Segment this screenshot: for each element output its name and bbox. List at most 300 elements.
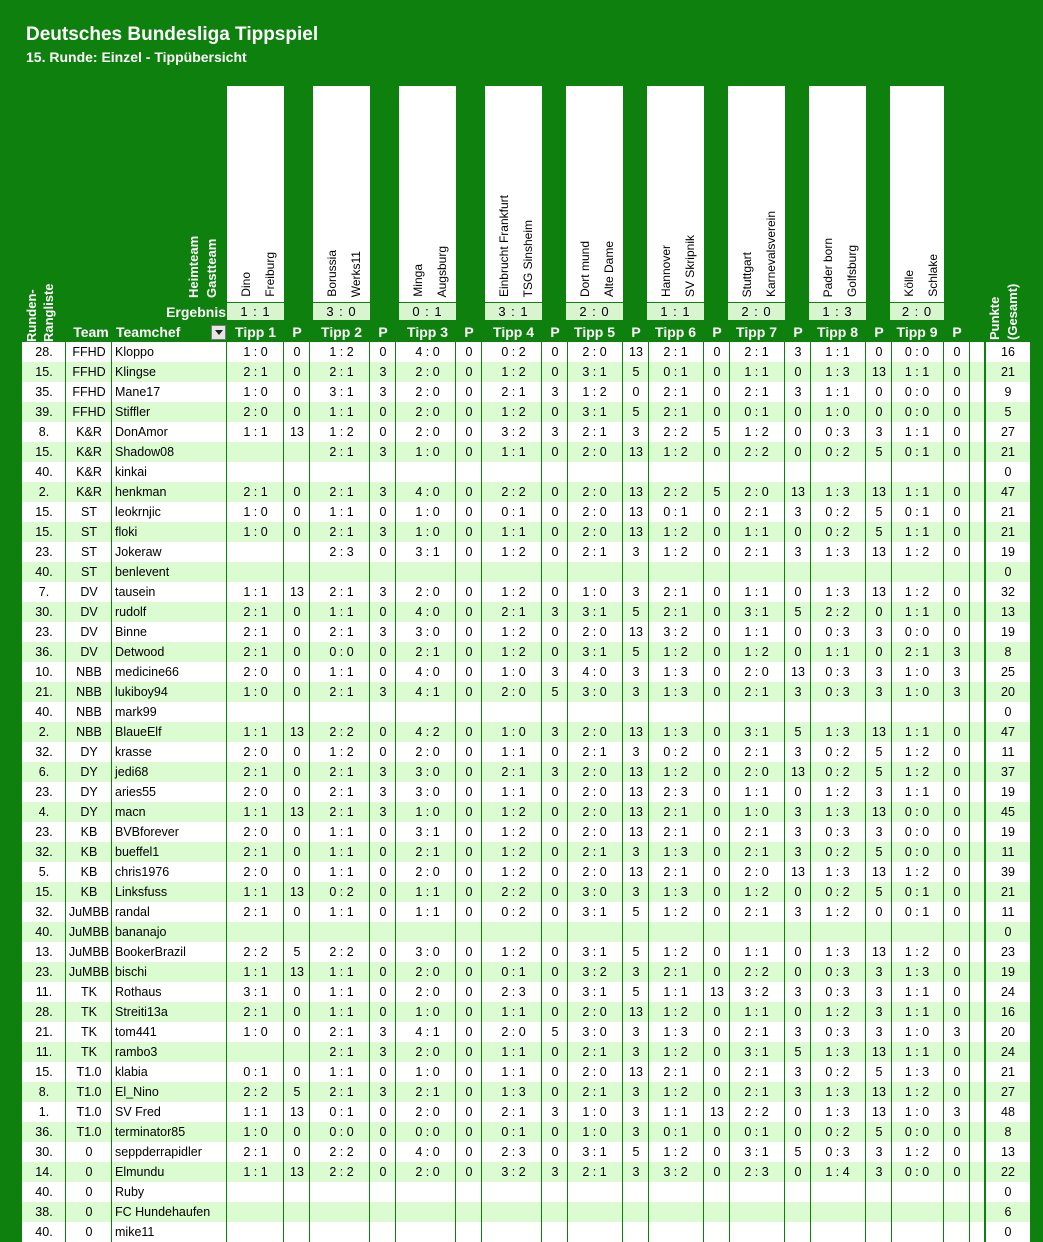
points-2-cell[interactable]: 0 [379,405,387,419]
tipp-5-cell[interactable]: 2 : 0 [582,825,607,839]
tipp-3-cell[interactable]: 3 : 0 [415,785,440,799]
points-5-cell[interactable]: 13 [629,805,643,819]
points-5-cell[interactable]: 5 [632,1145,640,1159]
tipp-6-cell[interactable]: 1 : 2 [663,645,688,659]
tipp-8-cell[interactable] [809,462,866,482]
points-4-cell[interactable]: 3 [551,1165,559,1179]
tipp-1-cell[interactable]: 1 : 0 [243,525,268,539]
tipp-3-cell[interactable]: 2 : 0 [415,585,440,599]
points-3-cell[interactable]: 0 [465,805,473,819]
tipp-4-cell[interactable]: 2 : 2 [501,885,526,899]
tipp-5-cell[interactable]: 3 : 1 [582,905,607,919]
tipp-3-cell[interactable] [399,462,456,482]
points-5-cell[interactable]: 3 [632,665,640,679]
points-6-cell[interactable]: 0 [713,385,721,399]
points-9-cell[interactable]: 0 [953,945,961,959]
tipp-9-cell[interactable]: 1 : 2 [904,765,930,779]
points-3-cell[interactable] [456,702,482,722]
points-2-cell[interactable]: 0 [379,665,387,679]
tipp-3-cell[interactable]: 2 : 0 [415,965,440,979]
points-1-cell[interactable]: 13 [290,725,304,739]
points-5-cell[interactable] [623,562,649,582]
tipp-2-cell[interactable]: 2 : 1 [329,1085,354,1099]
points-8-cell[interactable]: 13 [872,585,886,599]
tipp-4-cell[interactable] [485,1182,542,1202]
team-cell[interactable]: KB [80,885,98,899]
points-2-cell[interactable]: 0 [379,1165,387,1179]
tipp-1-cell[interactable]: 2 : 0 [243,865,268,879]
points-2-cell[interactable]: 3 [379,365,387,379]
points-1-cell[interactable]: 0 [293,645,301,659]
points-7-cell[interactable]: 0 [794,1125,802,1139]
team-cell[interactable]: ST [81,565,97,579]
points-7-cell[interactable]: 0 [794,785,802,799]
total-points-cell[interactable]: 21 [1001,1065,1015,1079]
points-1-cell[interactable]: 0 [293,525,301,539]
total-points-cell[interactable]: 45 [1001,805,1015,819]
rank-cell[interactable]: 32. [35,905,53,919]
tipp-4-cell[interactable]: 2 : 3 [501,985,526,999]
tipp-1-cell[interactable]: 2 : 2 [243,945,268,959]
points-1-cell[interactable]: 0 [293,865,301,879]
rank-cell[interactable]: 32. [35,745,53,759]
tipp-4-cell[interactable]: 1 : 2 [501,545,526,559]
tipp-3-cell[interactable]: 0 : 0 [415,1125,440,1139]
points-8-cell[interactable]: 3 [875,665,883,679]
points-1-cell[interactable]: 0 [293,785,301,799]
points-3-cell[interactable]: 0 [465,1125,473,1139]
team-cell[interactable]: JuMBB [68,965,110,979]
tipp-8-cell[interactable]: 0 : 3 [825,685,850,699]
team-cell[interactable]: K&R [76,445,102,459]
points-6-cell[interactable]: 0 [713,805,721,819]
points-4-cell[interactable] [542,562,568,582]
tipp-8-cell[interactable]: 1 : 3 [825,865,850,879]
tipp-1-cell[interactable]: 2 : 0 [243,825,268,839]
tipp-8-cell[interactable] [809,922,866,942]
total-points-cell[interactable]: 13 [1001,605,1015,619]
tipp-3-cell[interactable]: 2 : 0 [415,985,440,999]
tipp-5-cell[interactable]: 2 : 1 [582,1085,607,1099]
teamchef-cell[interactable]: DonAmor [115,425,168,439]
points-2-cell[interactable]: 3 [379,685,387,699]
tipp-1-cell[interactable]: 1 : 1 [243,1165,268,1179]
points-3-cell[interactable]: 0 [465,1045,473,1059]
points-4-cell[interactable]: 0 [551,445,559,459]
tipp-1-cell[interactable]: 2 : 1 [243,1145,268,1159]
points-9-cell[interactable]: 0 [953,905,961,919]
teamchef-filter-button[interactable] [211,325,226,340]
points-6-cell[interactable]: 0 [713,785,721,799]
tipp-6-cell[interactable]: 1 : 2 [663,945,688,959]
points-3-cell[interactable]: 0 [465,945,473,959]
rank-cell[interactable]: 7. [38,585,50,599]
tipp-7-cell[interactable]: 2 : 1 [744,1025,769,1039]
points-9-cell[interactable]: 0 [953,745,961,759]
points-6-cell[interactable] [704,1202,730,1222]
tipp-2-cell[interactable]: 0 : 0 [329,645,354,659]
points-9-cell[interactable]: 0 [953,545,961,559]
tipp-1-cell[interactable]: 1 : 1 [243,885,268,899]
tipp-5-cell[interactable]: 3 : 0 [582,1025,607,1039]
tipp-7-cell[interactable] [728,462,785,482]
total-points-cell[interactable]: 8 [1004,645,1012,659]
total-points-cell[interactable]: 32 [1001,585,1015,599]
tipp-3-cell[interactable]: 1 : 0 [415,505,440,519]
tipp-1-cell[interactable] [227,922,284,942]
points-1-cell[interactable] [284,1222,310,1242]
teamchef-cell[interactable]: Stiffler [115,405,151,419]
points-9-cell[interactable] [944,562,970,582]
tipp-7-cell[interactable]: 2 : 2 [744,965,769,979]
team-cell[interactable]: DY [80,805,98,819]
tipp-7-cell[interactable]: 1 : 1 [744,785,769,799]
tipp-9-cell[interactable]: 0 : 1 [904,445,930,459]
tipp-7-cell[interactable] [728,702,785,722]
tipp-6-cell[interactable] [647,562,704,582]
total-points-cell[interactable]: 0 [1004,1225,1012,1239]
team-cell[interactable]: DV [80,585,98,599]
tipp-4-cell[interactable]: 0 : 2 [501,905,526,919]
tipp-7-cell[interactable]: 1 : 1 [744,525,769,539]
teamchef-cell[interactable]: FC Hundehaufen [115,1205,211,1219]
tipp-3-cell[interactable]: 3 : 0 [415,765,440,779]
points-4-cell[interactable]: 3 [551,765,559,779]
tipp-8-cell[interactable]: 2 : 2 [825,605,850,619]
tipp-8-cell[interactable]: 1 : 4 [825,1165,850,1179]
tipp-3-cell[interactable]: 3 : 1 [415,825,440,839]
tipp-7-cell[interactable]: 2 : 1 [744,1085,769,1099]
points-8-cell[interactable]: 13 [872,805,886,819]
tipp-1-cell[interactable]: 0 : 1 [243,1065,268,1079]
tipp-3-cell[interactable]: 3 : 1 [415,545,440,559]
points-2-cell[interactable]: 3 [379,785,387,799]
tipp-8-cell[interactable]: 1 : 3 [825,585,850,599]
points-7-cell[interactable]: 3 [794,905,802,919]
tipp-6-cell[interactable] [647,462,704,482]
points-5-cell[interactable] [623,1222,649,1242]
points-3-cell[interactable]: 0 [465,365,473,379]
tipp-9-cell[interactable]: 0 : 0 [904,405,930,419]
tipp-2-cell[interactable] [313,562,370,582]
points-2-cell[interactable]: 0 [379,1105,387,1119]
tipp-7-cell[interactable]: 2 : 1 [744,505,769,519]
tipp-2-cell[interactable]: 2 : 1 [329,765,354,779]
points-6-cell[interactable]: 13 [710,985,724,999]
tipp-2-cell[interactable]: 1 : 1 [329,965,354,979]
tipp-6-cell[interactable] [647,1182,704,1202]
points-8-cell[interactable] [866,1222,892,1242]
tipp-2-cell[interactable]: 1 : 1 [329,1005,354,1019]
points-1-cell[interactable] [284,542,310,562]
rank-cell[interactable]: 40. [35,925,53,939]
tipp-4-cell[interactable]: 1 : 2 [501,365,526,379]
tipp-5-cell[interactable]: 1 : 0 [582,585,607,599]
tipp-7-cell[interactable]: 1 : 0 [744,805,769,819]
tipp-9-cell[interactable] [890,1202,944,1222]
tipp-7-cell[interactable]: 2 : 1 [744,745,769,759]
points-7-cell[interactable] [785,1182,811,1202]
tipp-5-cell[interactable]: 2 : 1 [582,545,607,559]
teamchef-cell[interactable]: mark99 [115,705,157,719]
total-points-cell[interactable]: 39 [1001,865,1015,879]
points-3-cell[interactable]: 0 [465,865,473,879]
team-cell[interactable]: KB [80,865,98,879]
tipp-8-cell[interactable] [809,1182,866,1202]
points-3-cell[interactable] [456,562,482,582]
tipp-5-cell[interactable]: 2 : 1 [582,745,607,759]
points-2-cell[interactable]: 3 [379,585,387,599]
total-points-cell[interactable]: 16 [1001,345,1015,359]
tipp-9-cell[interactable]: 0 : 1 [904,505,930,519]
tipp-8-cell[interactable]: 1 : 3 [825,365,850,379]
points-1-cell[interactable]: 0 [293,825,301,839]
points-5-cell[interactable]: 13 [629,525,643,539]
tipp-8-cell[interactable]: 0 : 3 [825,425,850,439]
teamchef-cell[interactable]: lukiboy94 [115,685,168,699]
tipp-3-cell[interactable] [399,922,456,942]
points-8-cell[interactable]: 3 [875,1005,883,1019]
points-5-cell[interactable]: 13 [629,1065,643,1079]
tipp-9-cell[interactable]: 1 : 1 [904,725,930,739]
tipp-9-cell[interactable]: 1 : 0 [904,665,930,679]
tipp-5-cell[interactable]: 1 : 2 [582,385,607,399]
team-cell[interactable]: 0 [85,1145,93,1159]
total-points-cell[interactable]: 23 [1001,945,1015,959]
points-4-cell[interactable]: 0 [551,525,559,539]
tipp-4-cell[interactable]: 1 : 2 [501,865,526,879]
points-5-cell[interactable]: 3 [632,685,640,699]
total-points-cell[interactable]: 5 [1004,405,1012,419]
points-4-cell[interactable]: 0 [551,845,559,859]
rank-cell[interactable]: 40. [35,1185,53,1199]
points-4-cell[interactable]: 0 [551,1005,559,1019]
points-3-cell[interactable] [456,1222,482,1242]
tipp-5-cell[interactable]: 3 : 1 [582,605,607,619]
points-4-cell[interactable]: 0 [551,985,559,999]
points-8-cell[interactable]: 0 [875,645,883,659]
tipp-9-cell[interactable]: 1 : 1 [904,485,930,499]
points-8-cell[interactable] [866,922,892,942]
tipp-5-cell[interactable]: 2 : 0 [582,505,607,519]
points-2-cell[interactable]: 3 [379,1045,387,1059]
tipp-4-cell[interactable]: 1 : 1 [501,1045,526,1059]
points-3-cell[interactable]: 0 [465,965,473,979]
points-6-cell[interactable]: 0 [713,1085,721,1099]
tipp-2-cell[interactable]: 1 : 1 [329,845,354,859]
points-1-cell[interactable]: 0 [293,1005,301,1019]
tipp-5-cell[interactable]: 2 : 0 [582,1065,607,1079]
team-cell[interactable]: ST [81,545,97,559]
points-7-cell[interactable]: 0 [794,425,802,439]
points-9-cell[interactable]: 0 [953,805,961,819]
tipp-2-cell[interactable]: 2 : 1 [329,525,354,539]
tipp-8-cell[interactable]: 0 : 2 [825,505,850,519]
team-cell[interactable]: DY [80,765,98,779]
points-9-cell[interactable]: 0 [953,1125,961,1139]
total-points-cell[interactable]: 19 [1001,785,1015,799]
tipp-8-cell[interactable]: 1 : 3 [825,805,850,819]
points-4-cell[interactable]: 0 [551,825,559,839]
points-7-cell[interactable]: 0 [794,525,802,539]
points-8-cell[interactable]: 13 [872,725,886,739]
tipp-3-cell[interactable]: 1 : 1 [415,905,440,919]
teamchef-cell[interactable]: leokrnjic [115,505,161,519]
tipp-1-cell[interactable] [227,1182,284,1202]
points-5-cell[interactable]: 3 [632,885,640,899]
points-2-cell[interactable]: 0 [379,1125,387,1139]
points-8-cell[interactable]: 0 [875,345,883,359]
tipp-9-cell[interactable]: 0 : 0 [904,345,930,359]
tipp-6-cell[interactable]: 1 : 2 [663,1085,688,1099]
total-points-cell[interactable]: 13 [1001,1145,1015,1159]
teamchef-cell[interactable]: Mane17 [115,385,161,399]
tipp-4-cell[interactable]: 1 : 0 [501,665,526,679]
tipp-3-cell[interactable]: 4 : 0 [415,665,440,679]
tipp-6-cell[interactable]: 2 : 2 [663,485,688,499]
tipp-3-cell[interactable]: 2 : 1 [415,645,440,659]
points-9-cell[interactable] [944,1202,970,1222]
team-cell[interactable]: FFHD [72,345,106,359]
points-3-cell[interactable]: 0 [465,605,473,619]
points-7-cell[interactable]: 5 [794,1145,802,1159]
tipp-2-cell[interactable]: 1 : 2 [329,345,354,359]
tipp-5-cell[interactable] [566,462,623,482]
points-1-cell[interactable]: 0 [293,345,301,359]
points-2-cell[interactable] [370,922,396,942]
points-3-cell[interactable]: 0 [465,485,473,499]
tipp-6-cell[interactable] [647,1222,704,1242]
tipp-8-cell[interactable]: 0 : 3 [825,985,850,999]
total-points-cell[interactable]: 22 [1001,1165,1015,1179]
teamchef-cell[interactable]: krasse [115,745,152,759]
tipp-9-cell[interactable]: 0 : 1 [904,905,930,919]
rank-cell[interactable]: 21. [35,1025,53,1039]
points-6-cell[interactable]: 0 [713,625,721,639]
rank-cell[interactable]: 28. [35,345,53,359]
rank-cell[interactable]: 40. [35,705,53,719]
points-6-cell[interactable] [704,562,730,582]
points-9-cell[interactable] [944,1182,970,1202]
tipp-9-cell[interactable]: 1 : 1 [904,425,930,439]
tipp-8-cell[interactable]: 1 : 3 [825,945,850,959]
tipp-3-cell[interactable]: 4 : 2 [415,725,440,739]
points-6-cell[interactable]: 0 [713,945,721,959]
points-9-cell[interactable]: 0 [953,345,961,359]
points-6-cell[interactable] [704,922,730,942]
points-8-cell[interactable]: 5 [875,765,883,779]
tipp-4-cell[interactable] [485,1202,542,1222]
points-7-cell[interactable]: 0 [794,645,802,659]
tipp-4-cell[interactable]: 2 : 1 [501,385,526,399]
points-8-cell[interactable] [866,462,892,482]
teamchef-cell[interactable]: Elmundu [115,1165,165,1179]
points-5-cell[interactable]: 13 [629,345,643,359]
points-2-cell[interactable] [370,1182,396,1202]
points-3-cell[interactable]: 0 [465,385,473,399]
total-points-cell[interactable]: 19 [1001,625,1015,639]
tipp-8-cell[interactable]: 1 : 3 [825,485,850,499]
tipp-5-cell[interactable] [566,1202,623,1222]
total-points-cell[interactable]: 0 [1004,465,1012,479]
tipp-7-cell[interactable]: 2 : 1 [744,345,769,359]
rank-cell[interactable]: 15. [35,885,53,899]
rank-cell[interactable]: 36. [35,645,53,659]
points-3-cell[interactable]: 0 [465,345,473,359]
tipp-9-cell[interactable]: 2 : 1 [904,645,930,659]
team-cell[interactable]: NBB [76,685,102,699]
tipp-3-cell[interactable] [399,1182,456,1202]
points-3-cell[interactable]: 0 [465,1145,473,1159]
tipp-9-cell[interactable] [890,1182,944,1202]
tipp-6-cell[interactable]: 1 : 3 [663,725,688,739]
tipp-7-cell[interactable]: 1 : 1 [744,1005,769,1019]
tipp-3-cell[interactable]: 2 : 1 [415,845,440,859]
tipp-7-cell[interactable]: 1 : 1 [744,625,769,639]
tipp-6-cell[interactable]: 1 : 2 [663,765,688,779]
tipp-7-cell[interactable] [728,922,785,942]
points-5-cell[interactable]: 3 [632,745,640,759]
points-1-cell[interactable]: 13 [290,805,304,819]
points-4-cell[interactable]: 0 [551,405,559,419]
teamchef-cell[interactable]: kinkai [115,465,147,479]
tipp-2-cell[interactable]: 1 : 2 [329,745,354,759]
points-5-cell[interactable]: 5 [632,905,640,919]
points-6-cell[interactable]: 0 [713,525,721,539]
rank-cell[interactable]: 23. [35,965,53,979]
points-7-cell[interactable]: 0 [794,1005,802,1019]
points-9-cell[interactable]: 3 [953,645,961,659]
points-6-cell[interactable]: 0 [713,825,721,839]
teamchef-cell[interactable]: BVBforever [115,825,179,839]
total-points-cell[interactable]: 25 [1001,665,1015,679]
tipp-3-cell[interactable]: 4 : 0 [415,485,440,499]
tipp-8-cell[interactable]: 1 : 3 [825,1085,850,1099]
tipp-9-cell[interactable]: 1 : 3 [904,1065,930,1079]
team-cell[interactable]: KB [80,825,98,839]
rank-cell[interactable]: 40. [35,1225,53,1239]
points-8-cell[interactable]: 3 [875,1145,883,1159]
points-2-cell[interactable]: 0 [379,965,387,979]
tipp-8-cell[interactable]: 0 : 2 [825,765,850,779]
points-9-cell[interactable] [944,922,970,942]
points-7-cell[interactable]: 3 [794,1085,802,1099]
points-1-cell[interactable]: 0 [293,985,301,999]
tipp-3-cell[interactable]: 1 : 0 [415,1005,440,1019]
points-3-cell[interactable]: 0 [465,825,473,839]
points-4-cell[interactable]: 0 [551,1065,559,1079]
tipp-7-cell[interactable] [728,1202,785,1222]
points-1-cell[interactable]: 13 [290,965,304,979]
points-5-cell[interactable]: 13 [629,505,643,519]
total-points-cell[interactable]: 27 [1001,425,1015,439]
tipp-8-cell[interactable]: 0 : 2 [825,1065,850,1079]
tipp-1-cell[interactable] [227,442,284,462]
points-3-cell[interactable]: 0 [465,765,473,779]
points-6-cell[interactable]: 0 [713,1025,721,1039]
tipp-3-cell[interactable]: 2 : 0 [415,865,440,879]
tipp-3-cell[interactable]: 2 : 0 [415,405,440,419]
total-points-cell[interactable]: 0 [1004,705,1012,719]
points-9-cell[interactable]: 3 [953,1105,961,1119]
points-5-cell[interactable]: 3 [632,585,640,599]
tipp-3-cell[interactable]: 4 : 0 [415,1145,440,1159]
rank-cell[interactable]: 8. [38,425,50,439]
rank-cell[interactable]: 36. [35,1125,53,1139]
points-7-cell[interactable]: 0 [794,945,802,959]
points-6-cell[interactable]: 0 [713,605,721,619]
points-5-cell[interactable]: 3 [632,845,640,859]
